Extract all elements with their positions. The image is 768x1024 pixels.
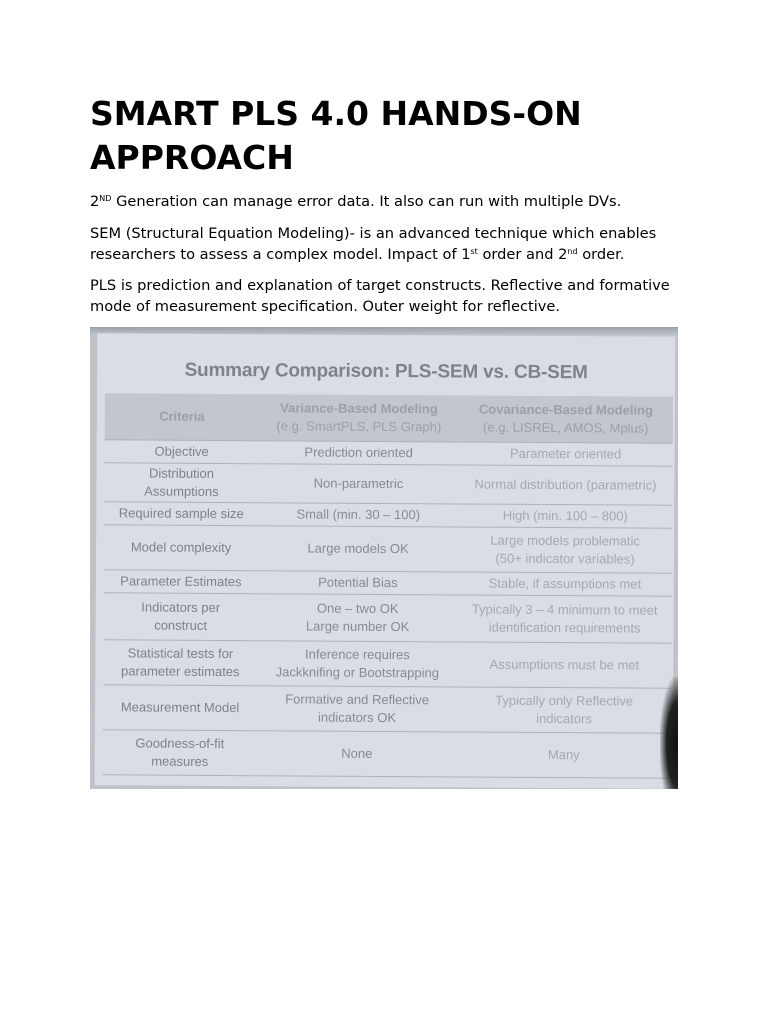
table-row [104, 502, 672, 528]
cell-variance [258, 571, 458, 595]
cell-line: Normal distribution (parametric) [474, 476, 657, 493]
p2-mid: order and 2 [477, 246, 568, 263]
photo-shadow [660, 677, 678, 789]
cell-criteria [104, 570, 258, 594]
cell-covariance [458, 504, 672, 528]
cell-line: Large models OK [307, 540, 409, 557]
table-body [103, 440, 673, 778]
cell-line: Inference requires [304, 646, 410, 663]
cell-line: (50+ indicator variables) [495, 550, 635, 567]
table-row [103, 640, 671, 688]
cell-criteria [105, 440, 259, 464]
cell-variance [257, 641, 457, 687]
cell-line: Large models problematic [490, 532, 640, 549]
header-covariance [459, 395, 673, 443]
p1-post: Generation can manage error data. It also can run with multiple DVs. [111, 193, 622, 210]
p1-pre: 2 [90, 193, 100, 210]
paragraph-generation [90, 191, 690, 212]
cell-variance [258, 594, 458, 642]
cell-line: Objective [154, 443, 209, 459]
cell-line: Distribution [148, 465, 215, 481]
p2-sup2: nd [567, 247, 578, 256]
cell-line: Potential Bias [318, 574, 398, 591]
cell-line: Required sample size [118, 505, 244, 522]
paragraph-sem [90, 223, 690, 265]
comparison-table [103, 393, 673, 778]
cell-covariance [457, 732, 671, 778]
slide-screen [95, 333, 676, 789]
header-covariance-sub: (e.g. LISREL, AMOS, Mplus) [483, 419, 649, 436]
document-title: SMART PLS 4.0 HANDS-ON APPROACH [90, 94, 582, 177]
cell-line: Prediction oriented [304, 444, 413, 461]
header-variance-title: Variance-Based Modeling [280, 400, 438, 417]
header-variance-sub: (e.g. SmartPLS, PLS Graph) [276, 418, 442, 435]
table-row [104, 570, 672, 596]
slide-photo [90, 327, 678, 789]
cell-covariance [458, 572, 672, 596]
cell-covariance [458, 527, 672, 573]
table-header-row [105, 393, 673, 443]
cell-variance [258, 464, 458, 504]
table-row [105, 440, 673, 466]
cell-variance [257, 686, 457, 732]
cell-line: Non-parametric [313, 475, 404, 492]
cell-line: identification requirements [488, 619, 641, 636]
cell-line: indicators [536, 710, 592, 727]
cell-line: Goodness-of-fit [135, 735, 225, 752]
paragraph-pls: PLS is prediction and explanation of target constructs. Reflective and formative mode of measurement specification. Outer weight for reflective. [90, 277, 670, 315]
p2-sup1: st [470, 247, 478, 256]
cell-line: Assumptions must be met [489, 656, 640, 673]
cell-line: Assumptions [144, 483, 219, 499]
cell-line: One – two OK [316, 600, 399, 617]
cell-criteria [104, 463, 258, 503]
cell-variance [258, 503, 458, 527]
table-row [104, 463, 672, 505]
cell-covariance [457, 687, 671, 733]
cell-line: Typically 3 – 4 minimum to meet [471, 601, 658, 618]
cell-criteria [103, 685, 257, 731]
header-variance [259, 394, 459, 442]
cell-line: Statistical tests for [127, 645, 234, 662]
table-row [104, 593, 672, 643]
cell-covariance [458, 595, 672, 643]
table-row [103, 685, 671, 733]
table-row [103, 730, 671, 778]
cell-line: Formative and Reflective [285, 691, 430, 708]
cell-criteria [104, 502, 258, 526]
header-criteria: Criteria [105, 393, 259, 440]
cell-criteria [103, 640, 257, 686]
cell-criteria [104, 525, 258, 571]
cell-covariance [459, 442, 673, 466]
p2-pre: SEM (Structural Equation Modeling)- is an advanced technique which enables researchers to assess a complex model. Impact of 1 [90, 225, 657, 263]
p1-sup: ND [99, 194, 112, 203]
cell-criteria [104, 593, 258, 641]
cell-line: None [341, 745, 373, 761]
cell-covariance [458, 465, 672, 505]
cell-line: Parameter Estimates [120, 573, 242, 590]
cell-line: Model complexity [130, 539, 232, 556]
header-covariance-title: Covariance-Based Modeling [478, 401, 654, 418]
cell-line: High (min. 100 – 800) [502, 507, 628, 524]
cell-line: Small (min. 30 – 100) [296, 506, 421, 523]
cell-line: parameter estimates [121, 663, 240, 680]
cell-criteria [103, 730, 257, 776]
cell-line: Indicators per [141, 599, 221, 615]
cell-line: construct [154, 617, 208, 633]
cell-line: Measurement Model [120, 699, 240, 716]
cell-line: indicators OK [317, 709, 397, 726]
cell-line: Parameter oriented [509, 445, 622, 462]
cell-line: measures [151, 753, 209, 769]
slide-title: Summary Comparison: PLS-SEM vs. CB-SEM [184, 359, 588, 384]
cell-line: Stable, if assumptions met [488, 575, 642, 592]
cell-variance [259, 441, 459, 465]
cell-line: Jackknifing or Bootstrapping [275, 664, 440, 681]
table-row [104, 525, 672, 573]
cell-variance [257, 731, 457, 777]
cell-variance [258, 526, 458, 572]
cell-line: Large number OK [305, 618, 410, 635]
cell-line: Typically only Reflective [495, 692, 634, 709]
cell-line: Many [547, 746, 580, 763]
cell-covariance [457, 642, 671, 688]
p2-post: order. [577, 246, 625, 263]
